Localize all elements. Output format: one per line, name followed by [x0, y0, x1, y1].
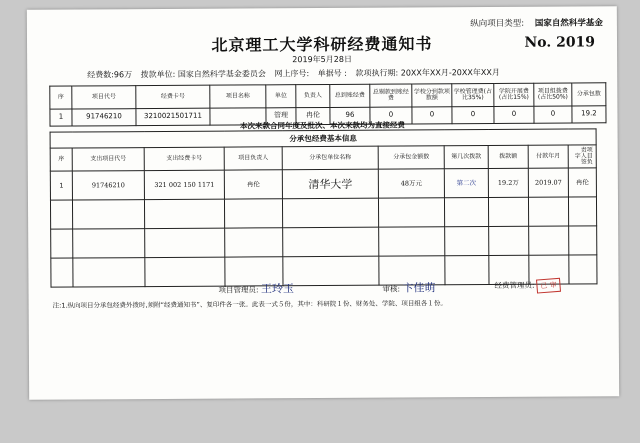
th2-seq: 序 — [50, 148, 72, 171]
th-school-share: 学校分到款项数额 — [412, 84, 452, 107]
meta-funder: 拨款单位: 国家自然科学基金委员会 — [140, 69, 266, 80]
td-leader: 冉伦 — [296, 107, 330, 124]
meta-doc-no: 单据号 : — [317, 68, 347, 79]
th-unit: 单位 — [266, 85, 296, 108]
td-school-share: 0 — [412, 107, 452, 124]
project-manager-label: 项目管理员: — [218, 285, 259, 295]
approval-stamp: 已 审 — [536, 278, 561, 294]
project-type-value: 国家自然科学基金 — [534, 18, 603, 29]
reviewer-block — [382, 279, 435, 295]
th-seq: 序 — [50, 86, 72, 109]
finance-label: 经费管理员: — [494, 280, 535, 290]
reviewer-value: 卞佳萌 — [402, 281, 436, 295]
td-college-fee: 0 — [494, 106, 534, 123]
th2-leader: 项目负责人 — [224, 147, 282, 171]
td-seq: 1 — [50, 109, 72, 126]
th-project-name: 项目名称 — [210, 85, 266, 108]
middle-note: 本次来款合同年度及批次、本次来款均为直接经费 — [240, 120, 406, 131]
th2-signature: 项目负责人签字 — [568, 145, 596, 168]
meta-period: 款项执行期: 20XX年XX月-20XX年XX月 — [355, 67, 500, 78]
td2-pay-date: 2019.07 — [528, 168, 568, 197]
project-manager-value: 王玲玉 — [260, 282, 294, 296]
td2-leader: 冉伦 — [224, 170, 282, 199]
table-row — [50, 168, 596, 200]
td-subcontract: 19.2 — [572, 106, 606, 123]
th-total-received: 总到账经费 — [330, 84, 370, 107]
th-school-fee: 学校管理费(占比35%) — [452, 83, 494, 106]
td-card-no: 3210021501711 — [136, 108, 210, 125]
meta-line — [87, 67, 506, 81]
signature-row — [50, 274, 596, 299]
td-project-code: 91746210 — [72, 109, 136, 126]
th-project-code: 项目代号 — [72, 86, 136, 109]
document-number: No. 2019 — [524, 34, 596, 51]
meta-amount: 经费数:96万 — [87, 70, 133, 80]
table-header-row — [50, 145, 596, 172]
th2-batch: 第几次拨款 — [444, 145, 488, 169]
table-header-row — [50, 83, 606, 109]
th2-payment: 拨款额 — [488, 145, 528, 169]
td2-seq: 1 — [50, 171, 72, 200]
th-team-fee: 项目组拨费(占比50%) — [534, 83, 572, 106]
table-row-empty — [50, 197, 596, 229]
footnote: 注:1.纵向项目分承包经费外拨时,须附“经费通知书”、复印件各一张。此表一式５份，其中：科研院１份、财务处、学院、项目组各１份。 — [52, 299, 447, 310]
th-subcontract: 分承包数 — [572, 83, 606, 106]
meta-online-no: 网上序号: — [274, 69, 310, 79]
subcontract-table — [50, 128, 598, 288]
th2-pay-date: 付款年月 — [528, 145, 568, 169]
page-title: 北京理工大学科研经费通知书 — [211, 34, 433, 55]
td2-amount: 48万元 — [378, 169, 444, 198]
th-college-fee: 学院开展费(占比15%) — [494, 83, 534, 106]
td-total-deducted: 0 — [370, 107, 412, 124]
th-card-no: 经费卡号 — [136, 85, 210, 108]
th2-sub-unit: 分承包单位名称 — [282, 146, 378, 170]
th2-amount: 分承包金额数 — [378, 146, 444, 170]
td2-batch: 第二次 — [444, 169, 488, 198]
td-total-received: 96 — [330, 107, 370, 124]
th-leader: 负责人 — [296, 84, 330, 107]
finance-block — [494, 279, 561, 293]
td2-expense-card: 321 002 150 1171 — [144, 170, 224, 199]
th2-expense-code: 支出项目代号 — [72, 148, 144, 172]
notice-sheet — [27, 6, 619, 400]
td2-signature: 冉伦 — [568, 168, 596, 197]
td2-empty — [50, 200, 72, 229]
project-type-label: 纵向项目类型: — [470, 18, 525, 30]
td-team-fee: 0 — [534, 106, 572, 123]
td-school-fee: 0 — [452, 106, 494, 123]
reviewer-label: 审核: — [382, 284, 401, 294]
project-type-line — [470, 16, 603, 29]
project-manager-block — [218, 280, 294, 296]
td-unit: 管理 — [266, 108, 296, 125]
td2-sub-unit: 清华大学 — [282, 169, 378, 199]
td2-empty — [51, 229, 73, 258]
table-row-empty — [51, 226, 597, 258]
td2-payment: 19.2万 — [488, 169, 528, 198]
th-total-deducted: 总剔款到账经费 — [370, 84, 412, 107]
document-date: 2019年5月28日 — [292, 54, 352, 65]
band-label: 分承包经费基本信息 — [50, 129, 596, 148]
th2-expense-card: 支出经费卡号 — [144, 147, 224, 171]
td2-expense-code: 91746210 — [72, 171, 144, 200]
